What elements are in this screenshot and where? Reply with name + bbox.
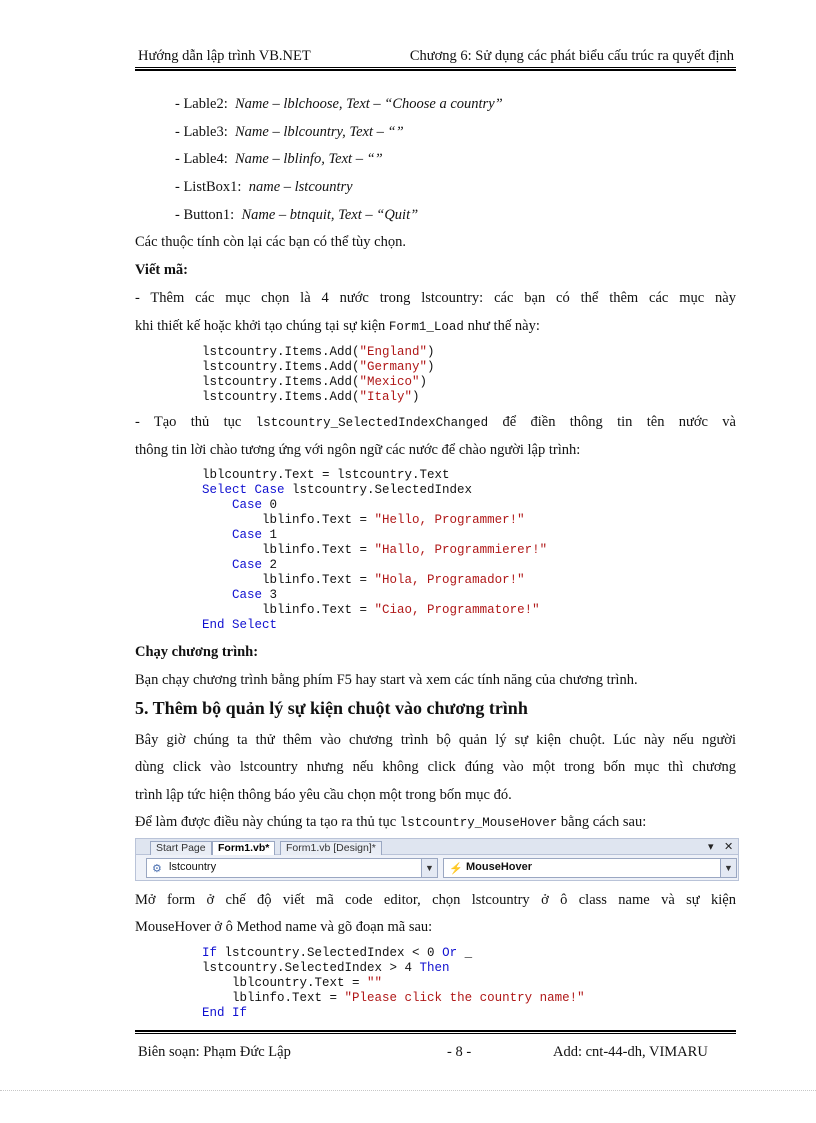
page-boundary <box>0 1090 816 1092</box>
tab-start-page[interactable]: Start Page <box>150 841 212 855</box>
code-line: lblinfo.Text = "Hello, Programmer!" <box>262 513 525 527</box>
paragraph-text: để điền thông tin tên nước và <box>488 414 736 430</box>
paragraph-line: trình lập tức hiện thông báo yêu cầu chọn một trong bốn mục đó. <box>135 787 512 803</box>
paragraph-line: - Thêm các mục chọn là 4 nước trong lstcountry: các bạn có thể thêm các mục này <box>135 290 736 306</box>
method-name-value: MouseHover <box>466 861 533 873</box>
bullet-detail: Name – lblcountry, Text – “” <box>235 124 404 140</box>
footer-rule <box>135 1033 736 1034</box>
code-line: lblcountry.Text = "" <box>232 976 383 990</box>
window-position-icon[interactable]: ▾ <box>708 841 714 853</box>
code-line: lblinfo.Text = "Hola, Programador!" <box>262 573 525 587</box>
class-icon: ⚙ <box>152 863 162 875</box>
header-chapter-title: Chương 6: Sử dụng các phát biểu cấu trúc ra quyết định <box>409 48 734 64</box>
code-line: Case 1 <box>232 528 278 542</box>
paragraph-text: Để làm được điều này chúng ta tạo ra thủ tục <box>135 814 400 830</box>
code-line: lstcountry.Items.Add("England") <box>202 345 435 359</box>
bullet-prefix: - ListBox1: <box>175 179 242 195</box>
bullet-detail: Name – lblinfo, Text – “” <box>235 151 383 167</box>
bullet-item <box>175 179 353 196</box>
header-book-title: Hướng dẫn lập trình VB.NET <box>138 48 311 64</box>
code-block-select <box>202 468 547 633</box>
bullet-prefix: - Button1: <box>175 207 235 223</box>
class-name-combo[interactable] <box>146 858 438 878</box>
code-line: lstcountry.SelectedIndex > 4 Then <box>202 961 450 975</box>
header-rule-thick <box>135 69 736 71</box>
code-line: End Select <box>202 618 278 632</box>
bullet-detail: Name – btnquit, Text – “Quit” <box>241 207 419 223</box>
code-line: lblinfo.Text = "Please click the country name!" <box>232 991 585 1005</box>
bullet-item <box>175 151 383 168</box>
bullet-prefix: - Lable4: <box>175 151 228 167</box>
paragraph-line: dùng click vào lstcountry nhưng nếu không click đúng vào một trong bốn mục thì chương <box>135 759 736 775</box>
paragraph-line: Mở form ở chế độ viết mã code editor, chọn lstcountry ở ô class name và sự kiện <box>135 892 736 908</box>
code-line: lstcountry.Items.Add("Mexico") <box>202 375 428 389</box>
header-rule <box>135 67 736 68</box>
code-line: lblinfo.Text = "Ciao, Programmatore!" <box>262 603 540 617</box>
chevron-down-icon[interactable]: ▼ <box>720 859 736 877</box>
run-heading: Chạy chương trình: <box>135 644 259 660</box>
footer-rule-thick <box>135 1030 736 1032</box>
run-text: Bạn chạy chương trình bằng phím F5 hay start và xem các tính năng của chương trình. <box>135 672 638 688</box>
bullet-detail: Name – lblchoose, Text – “Choose a country” <box>235 96 503 112</box>
code-line: Case 3 <box>232 588 278 602</box>
write-code-heading: Viết mã: <box>135 262 189 278</box>
page-number: - 8 - <box>447 1044 472 1060</box>
paragraph-text: - Tạo thủ tục <box>135 414 256 430</box>
paragraph-line: Bây giờ chúng ta thử thêm vào chương trình bộ quản lý sự kiện chuột. Lúc này nếu người <box>135 732 736 748</box>
paragraph-text: khi thiết kế hoặc khởi tạo chúng tại sự kiện <box>135 318 389 334</box>
code-line: If lstcountry.SelectedIndex < 0 Or _ <box>202 946 473 960</box>
close-tab-icon[interactable]: ✕ <box>724 841 734 853</box>
page-header <box>135 48 736 68</box>
chevron-down-icon[interactable]: ▼ <box>421 859 437 877</box>
bullet-item <box>175 96 503 113</box>
other-props-text: Các thuộc tính còn lại các bạn có thể tùy chọn. <box>135 234 406 250</box>
paragraph-line <box>135 814 646 831</box>
bullet-detail: name – lstcountry <box>248 179 353 195</box>
tab-form1-design[interactable]: Form1.vb [Design]* <box>280 841 382 855</box>
code-line: Case 2 <box>232 558 278 572</box>
code-line: lblcountry.Text = lstcountry.Text <box>202 468 450 482</box>
method-name-combo[interactable] <box>443 858 737 878</box>
paragraph-text: như thế này: <box>463 318 540 334</box>
bullet-item <box>175 124 404 141</box>
paragraph-line <box>135 414 736 431</box>
paragraph-line: MouseHover ở ô Method name và gõ đoạn mã sau: <box>135 919 433 935</box>
inline-code: lstcountry_SelectedIndexChanged <box>255 416 489 430</box>
code-line: Select Case lstcountry.SelectedIndex <box>202 483 473 497</box>
bullet-item <box>175 207 418 224</box>
event-icon: ⚡ <box>449 863 463 875</box>
footer-address: Add: cnt-44-dh, VIMARU <box>553 1044 708 1060</box>
code-line: Case 0 <box>232 498 278 512</box>
paragraph-line: thông tin lời chào tương ứng với ngôn ngữ các nước để chào người lập trình: <box>135 442 581 458</box>
code-line: lblinfo.Text = "Hallo, Programmierer!" <box>262 543 548 557</box>
tab-form1-vb[interactable]: Form1.vb* <box>212 841 275 855</box>
bullet-prefix: - Lable3: <box>175 124 228 140</box>
code-line: End If <box>202 1006 248 1020</box>
paragraph-line <box>135 318 540 335</box>
code-line: lstcountry.Items.Add("Italy") <box>202 390 420 404</box>
bullet-prefix: - Lable2: <box>175 96 228 112</box>
footer-author: Biên soạn: Phạm Đức Lập <box>138 1044 291 1060</box>
inline-code: lstcountry_MouseHover <box>399 816 558 830</box>
editor-tab-strip <box>136 839 738 855</box>
code-line: lstcountry.Items.Add("Germany") <box>202 360 435 374</box>
inline-code: Form1_Load <box>388 320 464 334</box>
ide-code-editor-bar <box>135 838 739 881</box>
class-name-value: lstcountry <box>169 861 217 873</box>
section-heading: 5. Thêm bộ quản lý sự kiện chuột vào chương trình <box>135 698 528 718</box>
code-block-mousehover <box>202 946 585 1021</box>
paragraph-text: bằng cách sau: <box>557 814 647 830</box>
code-block-items <box>202 345 435 405</box>
